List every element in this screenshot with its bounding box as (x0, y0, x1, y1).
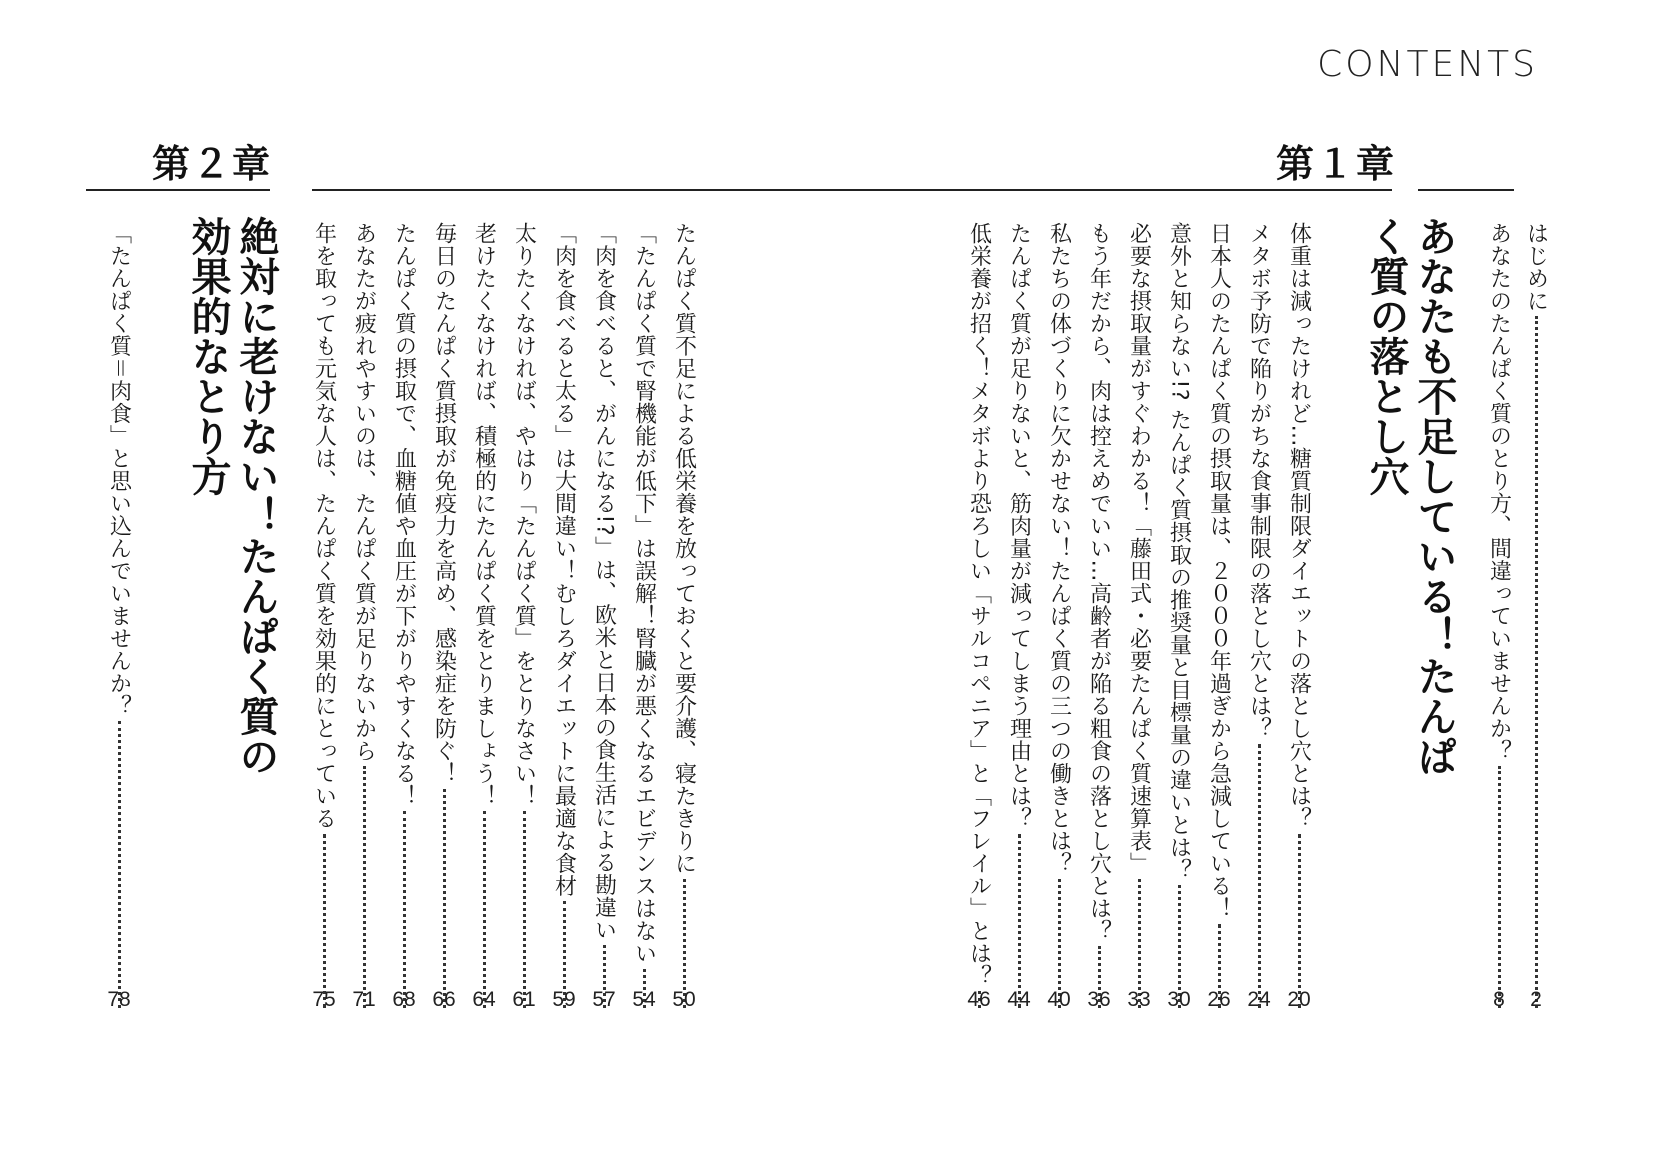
toc-entry-title: 「肉を食べると、がんになる!?」は、欧米と日本の食生活による勘違い (591, 222, 617, 941)
page-number: 68 (392, 988, 416, 1011)
toc-entry[interactable] (505, 222, 543, 1012)
toc-entry-title: 私たちの体づくりに欠かせない！たんぱく質の三つの働きとは？ (1046, 222, 1072, 875)
toc-entry[interactable] (425, 222, 463, 1012)
toc-entry[interactable] (1160, 222, 1198, 1012)
toc-entry[interactable] (1200, 222, 1238, 1012)
page-number: 2 (1530, 988, 1542, 1011)
toc-entry-title: あなたのたんぱく質のとり方、間違っていませんか？ (1486, 222, 1512, 762)
toc-entry[interactable] (305, 222, 343, 1012)
toc-entry-title: たんぱく質不足による低栄養を放っておくと要介護、寝たきりに (671, 222, 697, 875)
toc-entry-title: もう年だから、肉は控えめでいい…高齢者が陥る粗食の落とし穴とは？ (1086, 222, 1112, 942)
page-number: 33 (1127, 988, 1151, 1011)
leader-dots (1298, 834, 1301, 1009)
toc-entry-title: 老けたくなければ、積極的にたんぱく質をとりましょう！ (471, 222, 497, 807)
section3-rule (86, 189, 270, 191)
page-number: 59 (552, 988, 576, 1011)
toc-entry-title: 「たんぱく質＝肉食」と思い込んでいませんか？ (106, 222, 132, 718)
page-number: 30 (1167, 988, 1191, 1011)
page-number: 75 (312, 988, 336, 1011)
leader-dots (1535, 316, 1538, 1008)
page-number: 78 (107, 988, 131, 1011)
toc-entry[interactable] (1040, 222, 1078, 1012)
page-number: 44 (1007, 988, 1031, 1011)
toc-entry-title: 「たんぱく質で腎機能が低下」は誤解！腎臓が悪くなるエビデンスはない (631, 222, 657, 965)
leader-dots (1258, 744, 1261, 1009)
page-number: 8 (1493, 988, 1505, 1011)
leader-dots (323, 834, 326, 1009)
toc-entry[interactable] (385, 222, 423, 1012)
toc-entry-title: 日本人のたんぱく質の摂取量は、２０００年過ぎから急減している！ (1206, 222, 1232, 920)
toc-entry[interactable] (1120, 222, 1158, 1012)
leader-dots (523, 811, 526, 1008)
leader-dots (443, 789, 446, 1009)
prologue-rule (1418, 189, 1514, 191)
page-number: 50 (672, 988, 696, 1011)
page-number: 71 (352, 988, 376, 1011)
toc-entry-title: 年を取っても元気な人は、たんぱく質を効果的にとっている (311, 222, 337, 830)
toc-entry[interactable] (465, 222, 503, 1012)
leader-dots (1018, 834, 1021, 1009)
chapter2-heading: 絶対に老けない！たんぱく質の効果的なとり方 (185, 216, 279, 776)
page-number: 61 (512, 988, 536, 1011)
toc-entry-title: 毎日のたんぱく質摂取が免疫力を高め、感染症を防ぐ！ (431, 222, 457, 785)
toc-entry[interactable] (345, 222, 383, 1012)
toc-entry[interactable] (100, 222, 138, 1012)
toc-entry-title: 体重は減ったけれど…糖質制限ダイエットの落とし穴とは？ (1286, 222, 1312, 830)
toc-entry-title: メタボ予防で陥りがちな食事制限の落とし穴とは？ (1246, 222, 1272, 740)
page-number: 26 (1207, 988, 1231, 1011)
page-number: 64 (472, 988, 496, 1011)
chapter2-label: 第２章 (152, 142, 273, 186)
toc-entry[interactable] (585, 222, 623, 1012)
toc-entry[interactable] (1080, 222, 1118, 1012)
chapters-rule (312, 189, 1392, 191)
toc-entry-title: 太りたくなければ、やはり「たんぱく質」をとりなさい！ (511, 222, 537, 807)
toc-entry-title: たんぱく質が足りないと、筋肉量が減ってしまう理由とは？ (1006, 222, 1032, 830)
toc-entry-title: 意外と知らない!? たんぱく質摂取の推奨量と目標量の違いとは？ (1166, 222, 1192, 881)
leader-dots (403, 811, 406, 1008)
toc-entry-title: あなたが疲れやすいのは、たんぱく質が足りないから (351, 222, 377, 762)
leader-dots (483, 811, 486, 1008)
toc-entry-title: 低栄養が招く！メタボより恐ろしい「サルコペニア」と「フレイル」とは？ (966, 222, 992, 987)
leader-dots (1498, 766, 1501, 1008)
page-number: 66 (432, 988, 456, 1011)
page-number: 36 (1087, 988, 1111, 1011)
chapter1-label: 第１章 (1276, 142, 1397, 186)
toc-entry[interactable] (545, 222, 583, 1012)
toc-entry-title: はじめに (1523, 222, 1549, 312)
page-number: 57 (592, 988, 616, 1011)
toc-entry[interactable] (665, 222, 703, 1012)
toc-entry[interactable] (1517, 222, 1555, 1012)
leader-dots (363, 766, 366, 1008)
toc-entry[interactable] (625, 222, 663, 1012)
page-number: 46 (967, 988, 991, 1011)
page-number: 40 (1047, 988, 1071, 1011)
toc-entry[interactable] (1000, 222, 1038, 1012)
toc-entry[interactable] (1280, 222, 1318, 1012)
toc-entry[interactable] (1240, 222, 1278, 1012)
toc-entry[interactable] (960, 222, 998, 1012)
page-number: 24 (1247, 988, 1271, 1011)
chapter1-heading: あなたも不足している！たんぱく質の落とし穴 (1363, 216, 1457, 776)
toc-entry-title: 必要な摂取量がすぐわかる！「藤田式・必要たんぱく質速算表」 (1126, 222, 1152, 875)
contents-title: CONTENTS (1317, 44, 1538, 85)
toc-entry[interactable] (1480, 222, 1518, 1012)
toc-entry-title: たんぱく質の摂取で、血糖値や血圧が下がりやすくなる！ (391, 222, 417, 807)
leader-dots (118, 721, 121, 1008)
toc-entry-title: 「肉を食べると太る」は大間違い！むしろダイエットに最適な食材 (551, 222, 577, 897)
page-number: 54 (632, 988, 656, 1011)
page-number: 20 (1287, 988, 1311, 1011)
